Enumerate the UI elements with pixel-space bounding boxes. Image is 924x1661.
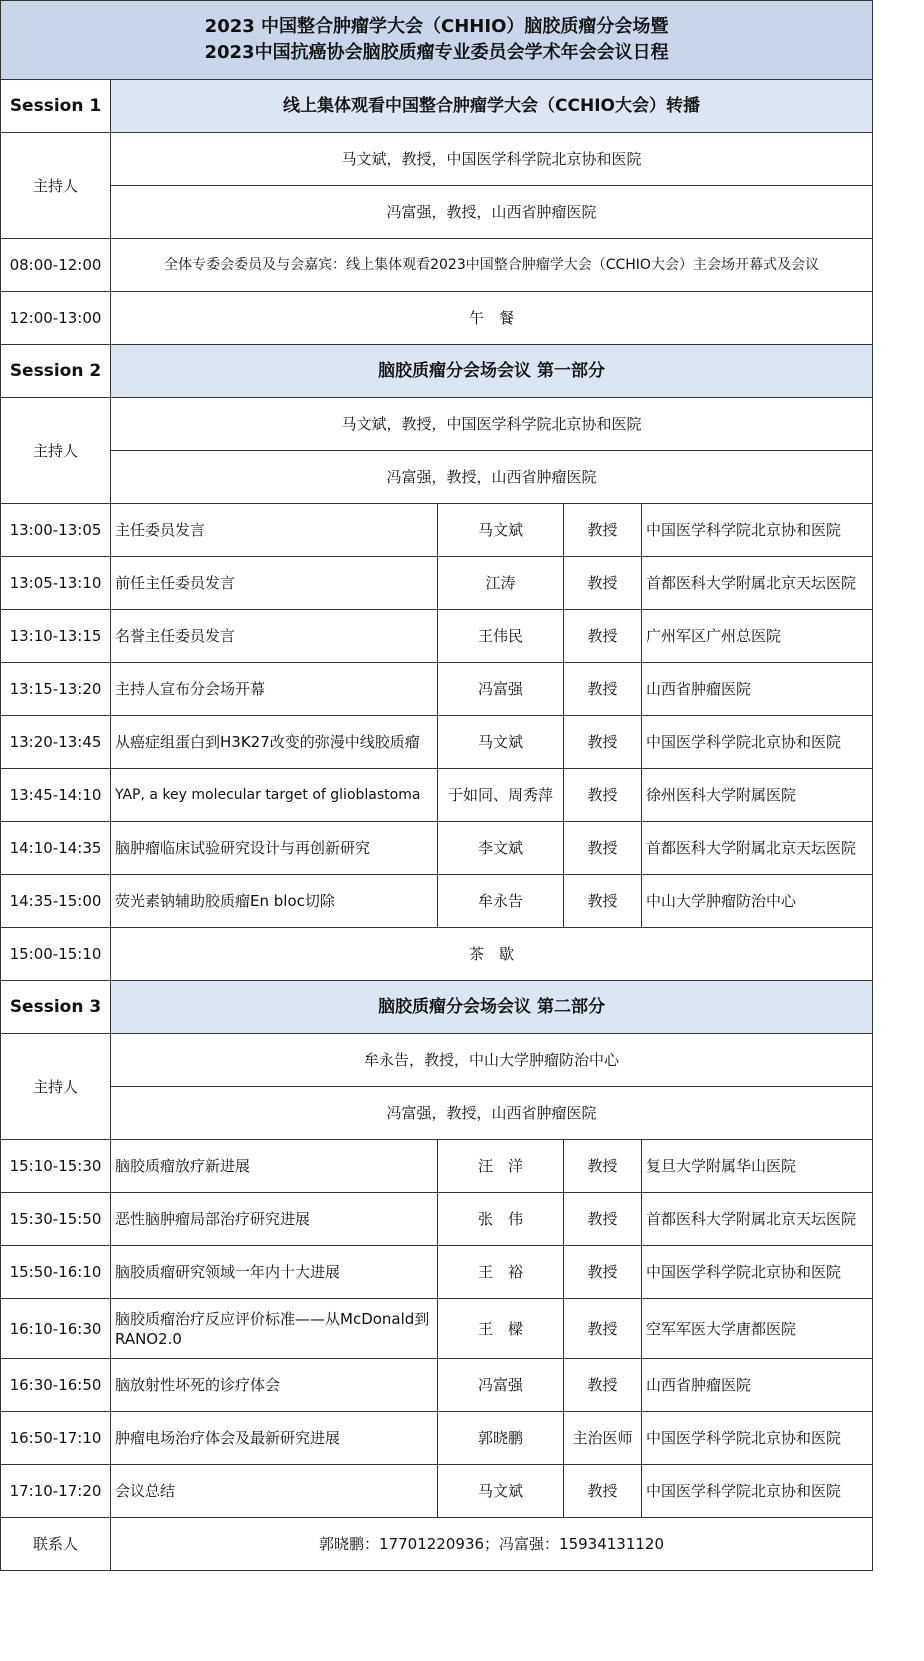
talk-topic: 会议总结 — [111, 1465, 438, 1518]
talk-speaker: 马文斌 — [438, 716, 564, 769]
talk-row — [1, 557, 873, 610]
talk-time: 16:30-16:50 — [1, 1359, 111, 1412]
talk-row — [1, 1359, 873, 1412]
talk-speaker: 冯富强 — [438, 663, 564, 716]
talk-speaker-title: 教授 — [564, 822, 642, 875]
talk-row — [1, 1299, 873, 1359]
talk-org: 徐州医科大学附属医院 — [642, 769, 873, 822]
session-2-title: 脑胶质瘤分会场会议 第一部分 — [111, 345, 873, 398]
talk-row — [1, 1140, 873, 1193]
session-1-host-row — [1, 133, 873, 186]
talk-org: 中国医学科学院北京协和医院 — [642, 1412, 873, 1465]
talk-speaker: 王 裕 — [438, 1246, 564, 1299]
session-1-title: 线上集体观看中国整合肿瘤学大会（CCHIO大会）转播 — [111, 80, 873, 133]
talk-row — [1, 504, 873, 557]
talk-speaker-title: 教授 — [564, 1299, 642, 1359]
row-time: 08:00-12:00 — [1, 239, 111, 292]
talk-org: 山西省肿瘤医院 — [642, 1359, 873, 1412]
talk-speaker-title: 教授 — [564, 1246, 642, 1299]
session-3-host-row — [1, 1034, 873, 1087]
talk-speaker: 王伟民 — [438, 610, 564, 663]
talk-time: 13:10-13:15 — [1, 610, 111, 663]
session-3-host-label: 主持人 — [1, 1034, 111, 1140]
talk-topic: 前任主任委员发言 — [111, 557, 438, 610]
talk-topic: 恶性脑肿瘤局部治疗研究进展 — [111, 1193, 438, 1246]
talk-topic: 脑肿瘤临床试验研究设计与再创新研究 — [111, 822, 438, 875]
talk-speaker: 王 樑 — [438, 1299, 564, 1359]
break-row — [1, 928, 873, 981]
talk-speaker-title: 教授 — [564, 1140, 642, 1193]
talk-row — [1, 822, 873, 875]
talk-row — [1, 1193, 873, 1246]
talk-topic: 脑胶质瘤研究领域一年内十大进展 — [111, 1246, 438, 1299]
talk-speaker: 于如同、周秀萍 — [438, 769, 564, 822]
talk-row — [1, 1246, 873, 1299]
talk-speaker-title: 教授 — [564, 1465, 642, 1518]
talk-row — [1, 1465, 873, 1518]
talk-time: 15:30-15:50 — [1, 1193, 111, 1246]
talk-speaker: 江涛 — [438, 557, 564, 610]
talk-topic: 荧光素钠辅助胶质瘤En bloc切除 — [111, 875, 438, 928]
talk-speaker: 张 伟 — [438, 1193, 564, 1246]
session-3-label: Session 3 — [1, 981, 111, 1034]
talk-topic: 主任委员发言 — [111, 504, 438, 557]
talk-org: 中山大学肿瘤防治中心 — [642, 875, 873, 928]
talk-time: 13:45-14:10 — [1, 769, 111, 822]
talk-speaker: 冯富强 — [438, 1359, 564, 1412]
talk-speaker-title: 教授 — [564, 1193, 642, 1246]
title-row — [1, 1, 873, 80]
break-text: 茶 歇 — [111, 928, 873, 981]
talk-topic: 脑胶质瘤放疗新进展 — [111, 1140, 438, 1193]
talk-time: 13:15-13:20 — [1, 663, 111, 716]
session-3-host-row — [1, 1087, 873, 1140]
session-3-title: 脑胶质瘤分会场会议 第二部分 — [111, 981, 873, 1034]
session-1-header — [1, 80, 873, 133]
page-title — [1, 1, 873, 80]
session-3-host-2: 冯富强，教授，山西省肿瘤医院 — [111, 1087, 873, 1140]
talk-topic: 从癌症组蛋白到H3K27改变的弥漫中线胶质瘤 — [111, 716, 438, 769]
break-time: 15:00-15:10 — [1, 928, 111, 981]
talk-speaker: 汪 洋 — [438, 1140, 564, 1193]
talk-speaker-title: 教授 — [564, 663, 642, 716]
schedule-row — [1, 239, 873, 292]
talk-org: 空军军医大学唐都医院 — [642, 1299, 873, 1359]
talk-speaker-title: 主治医师 — [564, 1412, 642, 1465]
session-3-host-1: 牟永告，教授，中山大学肿瘤防治中心 — [111, 1034, 873, 1087]
contact-row — [1, 1518, 873, 1571]
session-1-host-label: 主持人 — [1, 133, 111, 239]
contact-text: 郭晓鹏：17701220936；冯富强：15934131120 — [111, 1518, 873, 1571]
talk-time: 13:00-13:05 — [1, 504, 111, 557]
session-2-host-row — [1, 398, 873, 451]
talk-speaker-title: 教授 — [564, 557, 642, 610]
talk-time: 16:10-16:30 — [1, 1299, 111, 1359]
talk-org: 中国医学科学院北京协和医院 — [642, 504, 873, 557]
talk-org: 广州军区广州总医院 — [642, 610, 873, 663]
session-1-label: Session 1 — [1, 80, 111, 133]
talk-org: 中国医学科学院北京协和医院 — [642, 1246, 873, 1299]
talk-speaker: 马文斌 — [438, 504, 564, 557]
talk-topic: 主持人宣布分会场开幕 — [111, 663, 438, 716]
session-3-header — [1, 981, 873, 1034]
talk-speaker-title: 教授 — [564, 504, 642, 557]
talk-topic: 名誉主任委员发言 — [111, 610, 438, 663]
session-1-host-2: 冯富强，教授，山西省肿瘤医院 — [111, 186, 873, 239]
talk-row — [1, 875, 873, 928]
talk-topic: 肿瘤电场治疗体会及最新研究进展 — [111, 1412, 438, 1465]
session-2-label: Session 2 — [1, 345, 111, 398]
talk-org: 首都医科大学附属北京天坛医院 — [642, 822, 873, 875]
talk-speaker-title: 教授 — [564, 875, 642, 928]
talk-time: 13:20-13:45 — [1, 716, 111, 769]
talk-topic: YAP, a key molecular target of glioblastoma — [111, 769, 438, 822]
talk-time: 14:35-15:00 — [1, 875, 111, 928]
lunch-row — [1, 292, 873, 345]
talk-speaker-title: 教授 — [564, 769, 642, 822]
talk-speaker: 马文斌 — [438, 1465, 564, 1518]
talk-speaker: 牟永告 — [438, 875, 564, 928]
row-text: 全体专委会委员及与会嘉宾：线上集体观看2023中国整合肿瘤学大会（CCHIO大会）主会场开幕式及会议 — [111, 239, 873, 292]
talk-row — [1, 769, 873, 822]
talk-speaker: 李文斌 — [438, 822, 564, 875]
talk-speaker-title: 教授 — [564, 1359, 642, 1412]
talk-org: 中国医学科学院北京协和医院 — [642, 716, 873, 769]
talk-speaker-title: 教授 — [564, 716, 642, 769]
session-1-host-1: 马文斌，教授，中国医学科学院北京协和医院 — [111, 133, 873, 186]
session-2-host-label: 主持人 — [1, 398, 111, 504]
talk-time: 17:10-17:20 — [1, 1465, 111, 1518]
talk-org: 中国医学科学院北京协和医院 — [642, 1465, 873, 1518]
session-2-header — [1, 345, 873, 398]
talk-org: 山西省肿瘤医院 — [642, 663, 873, 716]
talk-org: 首都医科大学附属北京天坛医院 — [642, 1193, 873, 1246]
session-2-host-1: 马文斌，教授，中国医学科学院北京协和医院 — [111, 398, 873, 451]
talk-org: 复旦大学附属华山医院 — [642, 1140, 873, 1193]
talk-row — [1, 1412, 873, 1465]
talk-row — [1, 610, 873, 663]
talk-speaker-title: 教授 — [564, 610, 642, 663]
title-line-2: 2023中国抗癌协会脑胶质瘤专业委员会学术年会会议日程 — [204, 42, 669, 63]
talk-time: 16:50-17:10 — [1, 1412, 111, 1465]
contact-label: 联系人 — [1, 1518, 111, 1571]
session-2-host-2: 冯富强，教授，山西省肿瘤医院 — [111, 451, 873, 504]
talk-speaker: 郭晓鹏 — [438, 1412, 564, 1465]
talk-row — [1, 716, 873, 769]
lunch-text: 午 餐 — [111, 292, 873, 345]
title-line-1: 2023 中国整合肿瘤学大会（CHHIO）脑胶质瘤分会场暨 — [204, 16, 669, 37]
talk-topic: 脑胶质瘤治疗反应评价标准——从McDonald到RANO2.0 — [111, 1299, 438, 1359]
talk-topic: 脑放射性坏死的诊疗体会 — [111, 1359, 438, 1412]
session-2-host-row — [1, 451, 873, 504]
talk-org: 首都医科大学附属北京天坛医院 — [642, 557, 873, 610]
talk-time: 13:05-13:10 — [1, 557, 111, 610]
session-1-host-row — [1, 186, 873, 239]
talk-row — [1, 663, 873, 716]
talk-time: 15:50-16:10 — [1, 1246, 111, 1299]
talk-time: 14:10-14:35 — [1, 822, 111, 875]
row-time: 12:00-13:00 — [1, 292, 111, 345]
talk-time: 15:10-15:30 — [1, 1140, 111, 1193]
